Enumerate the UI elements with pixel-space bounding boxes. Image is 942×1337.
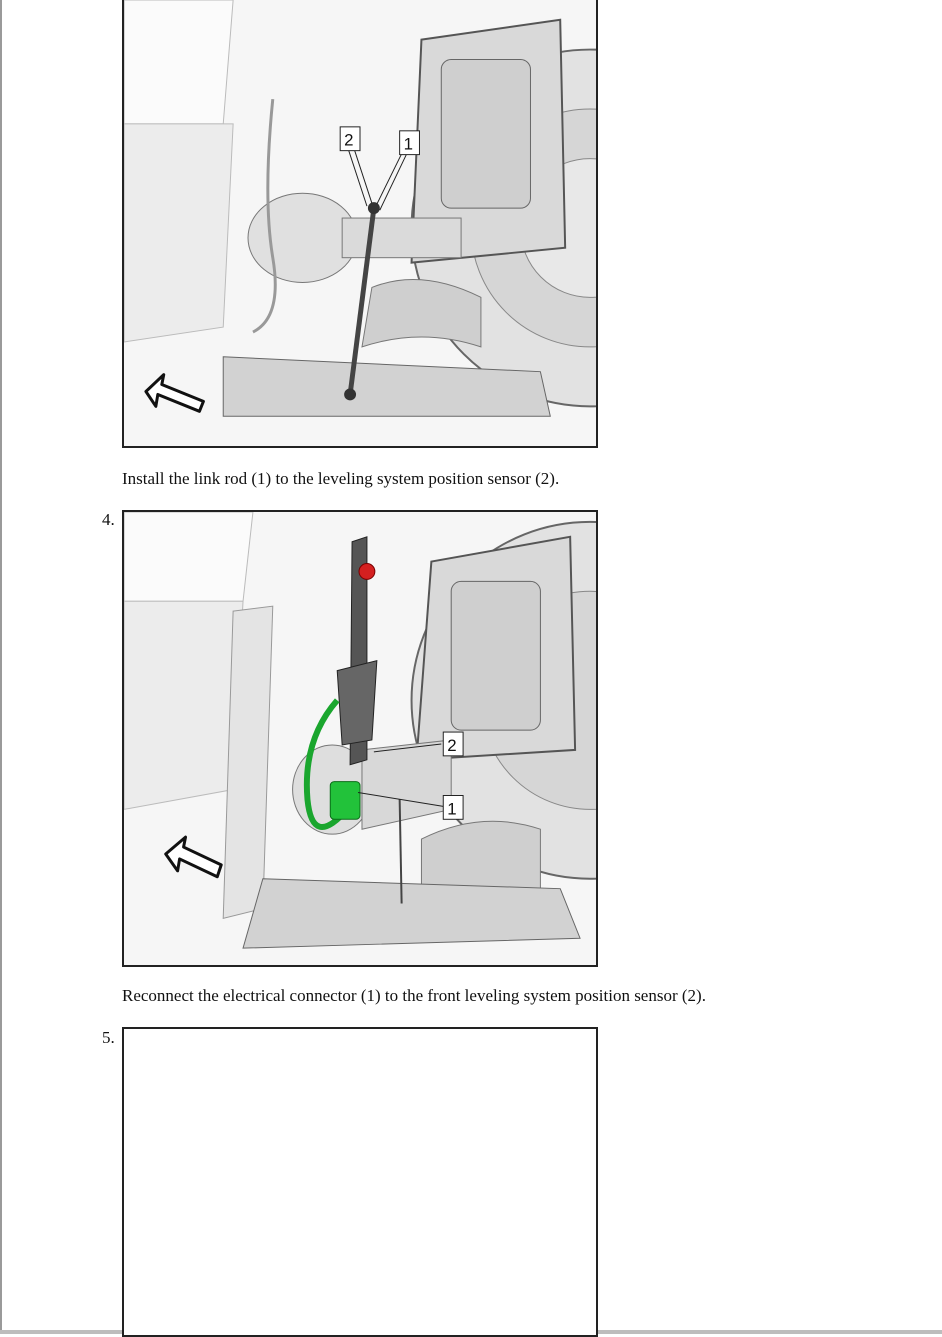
figure-link-rod-install (122, 0, 598, 448)
callout-1 (400, 131, 420, 155)
illustration-link-rod (124, 0, 596, 446)
callout-1 (443, 795, 463, 819)
page-border-left (0, 0, 2, 1334)
callout-2-label: 2 (447, 735, 457, 755)
callout-1-label: 1 (403, 134, 413, 154)
callout-2 (340, 127, 360, 151)
step-4-instruction: Reconnect the electrical connector (1) to the front leveling system position sensor (2). (122, 986, 706, 1005)
illustration-connector (124, 512, 596, 965)
step-3-instruction: Install the link rod (1) to the leveling system position sensor (2). (122, 469, 560, 488)
figure-step-5 (122, 1027, 598, 1337)
callout-2-label: 2 (344, 130, 354, 150)
callout-1-label: 1 (447, 799, 457, 819)
step-5-number: 5. (102, 1028, 115, 1047)
figure-connector-reconnect (122, 510, 598, 967)
callout-2 (443, 732, 463, 756)
step-4-number: 4. (102, 510, 115, 529)
